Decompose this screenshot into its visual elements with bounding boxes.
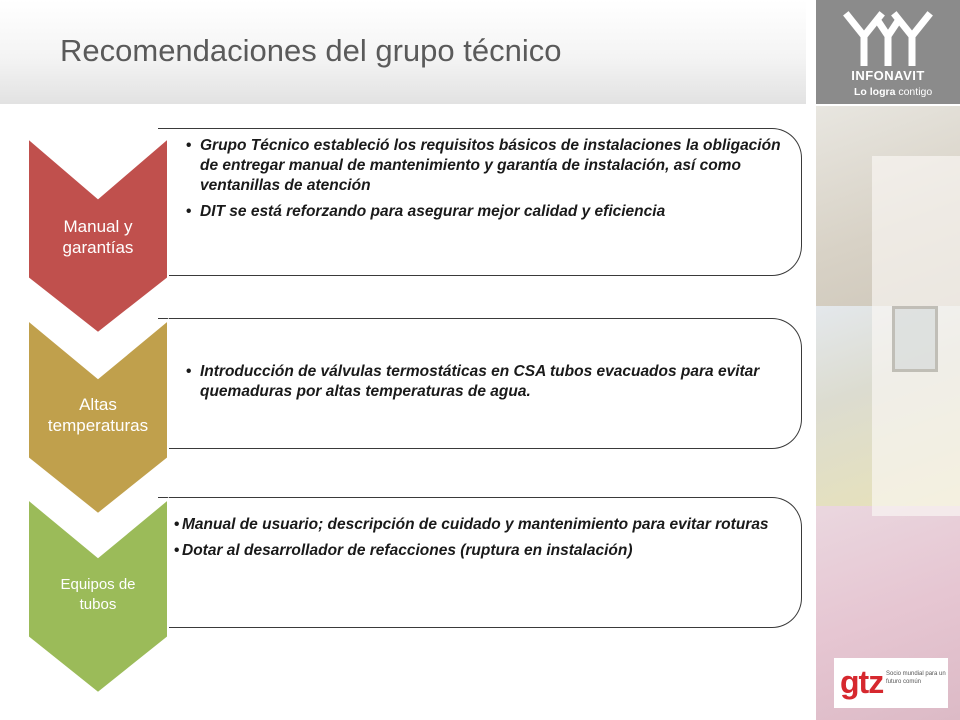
row-manual-garantias (28, 128, 804, 338)
background-photo (816, 106, 960, 720)
house-window (892, 306, 938, 372)
row-2-label (28, 394, 168, 436)
gtz-tagline: Socio mundial para un futuro común (886, 671, 946, 685)
row-equipos-de-tubos (28, 497, 804, 707)
logo-name: INFONAVIT (851, 68, 925, 83)
row-3-label-line-2: tubos (79, 596, 117, 613)
gtz-logo (834, 658, 948, 708)
infonavit-logo-icon (842, 10, 934, 66)
right-decorative-column (806, 0, 960, 720)
row-1-bullet-list (186, 136, 794, 228)
row-1-label-line-1: Manual y (63, 217, 133, 236)
bullet-item: • Dotar al desarrollador de refacciones (ruptura en instalación) (174, 541, 794, 561)
row-1-label (28, 216, 168, 258)
row-2-label-line-1: Altas (79, 395, 117, 414)
row-3-label (28, 575, 168, 615)
logo-slogan (854, 86, 932, 98)
bullet-item: • DIT se está reforzando para asegurar mejor calidad y eficiencia (186, 202, 794, 222)
row-1-label-line-2: garantías (62, 238, 134, 257)
bullet-item: • Grupo Técnico estableció los requisitos básicos de instalaciones la obligación de entregar manual de mantenimiento y garantía de instalación, así como ventanillas de atención (186, 136, 794, 196)
page-title: Recomendaciones del grupo técnico (60, 33, 562, 68)
slogan-part-2: contigo (898, 86, 933, 98)
gtz-wordmark: gtz (840, 664, 884, 700)
row-3-bullet-list (174, 515, 794, 567)
row-3-label-line-1: Equipos de (60, 576, 136, 593)
row-2-label-line-2: temperaturas (47, 416, 149, 435)
bullet-item: • Introducción de válvulas termostáticas en CSA tubos evacuados para evitar quemaduras por altas temperaturas de agua. (186, 362, 794, 402)
row-2-bullet-list (186, 362, 794, 408)
infonavit-logo (816, 0, 960, 104)
slogan-part-1: Lo logra (854, 86, 896, 98)
bullet-item: • Manual de usuario; descripción de cuidado y mantenimiento para evitar roturas (174, 515, 794, 535)
